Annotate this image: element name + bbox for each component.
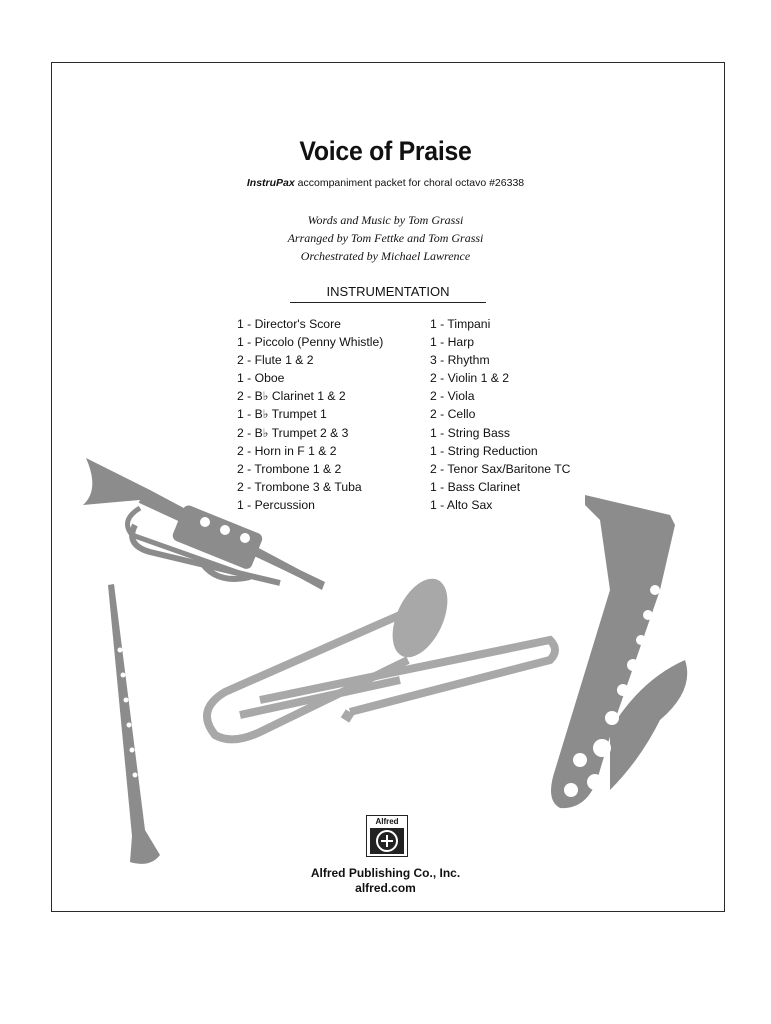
instrument-item: 2 - B♭ Clarinet 1 & 2 — [237, 389, 346, 404]
instrument-item: 2 - Horn in F 1 & 2 — [237, 443, 337, 458]
credit-line-orchestrated: Orchestrated by Michael Lawrence — [300, 249, 471, 263]
page-title: Voice of Praise — [299, 136, 472, 166]
credit-line-words-music: Words and Music by Tom Grassi — [307, 213, 464, 227]
instrument-item: 1 - Piccolo (Penny Whistle) — [237, 335, 384, 350]
publisher-name: Alfred Publishing Co., Inc. — [310, 866, 461, 880]
instrument-item: 1 - String Reduction — [430, 443, 538, 458]
clarinet-illustration — [108, 584, 160, 864]
instrument-item: 1 - Bass Clarinet — [430, 479, 521, 494]
instrument-item: 1 - Percussion — [237, 497, 315, 512]
instrument-item: 2 - Trombone 1 & 2 — [237, 461, 342, 476]
instrument-item: 2 - Trombone 3 & Tuba — [237, 479, 362, 494]
publisher-website: alfred.com — [355, 881, 416, 895]
instrument-item: 1 - B♭ Trumpet 1 — [237, 407, 327, 422]
instrument-item: 2 - Viola — [430, 389, 475, 404]
alfred-logo — [366, 815, 408, 857]
credit-line-arranged: Arranged by Tom Fettke and Tom Grassi — [287, 231, 484, 245]
instrumentation-heading: INSTRUMENTATION — [290, 284, 486, 303]
alfred-logo-text: Alfred — [375, 817, 399, 826]
instrument-item: 1 - Director's Score — [237, 317, 341, 331]
instrument-item: 1 - Alto Sax — [430, 497, 493, 512]
instrument-item: 1 - Harp — [430, 335, 475, 350]
instrument-item: 1 - String Bass — [430, 425, 510, 440]
subtitle-brand: InstruPax — [246, 177, 295, 189]
instrument-item: 3 - Rhythm — [430, 353, 490, 368]
publisher-block — [0, 866, 771, 896]
instrument-item: 2 - Flute 1 & 2 — [237, 353, 314, 368]
instrument-item: 1 - Oboe — [237, 371, 285, 386]
instrument-item: 2 - Cello — [430, 407, 476, 422]
trombone-illustration — [207, 570, 555, 739]
instrument-item: 2 - Violin 1 & 2 — [430, 371, 510, 386]
instrument-item: 2 - B♭ Trumpet 2 & 3 — [237, 425, 349, 440]
alfred-logo-icon — [367, 826, 407, 856]
instrument-item: 2 - Tenor Sax/Baritone TC — [430, 461, 571, 476]
subtitle-text: accompaniment packet for choral octavo #26338 — [294, 177, 525, 189]
saxophone-illustration — [551, 495, 687, 808]
instrument-item: 1 - Timpani — [430, 317, 491, 331]
trumpet-illustration — [83, 458, 325, 590]
